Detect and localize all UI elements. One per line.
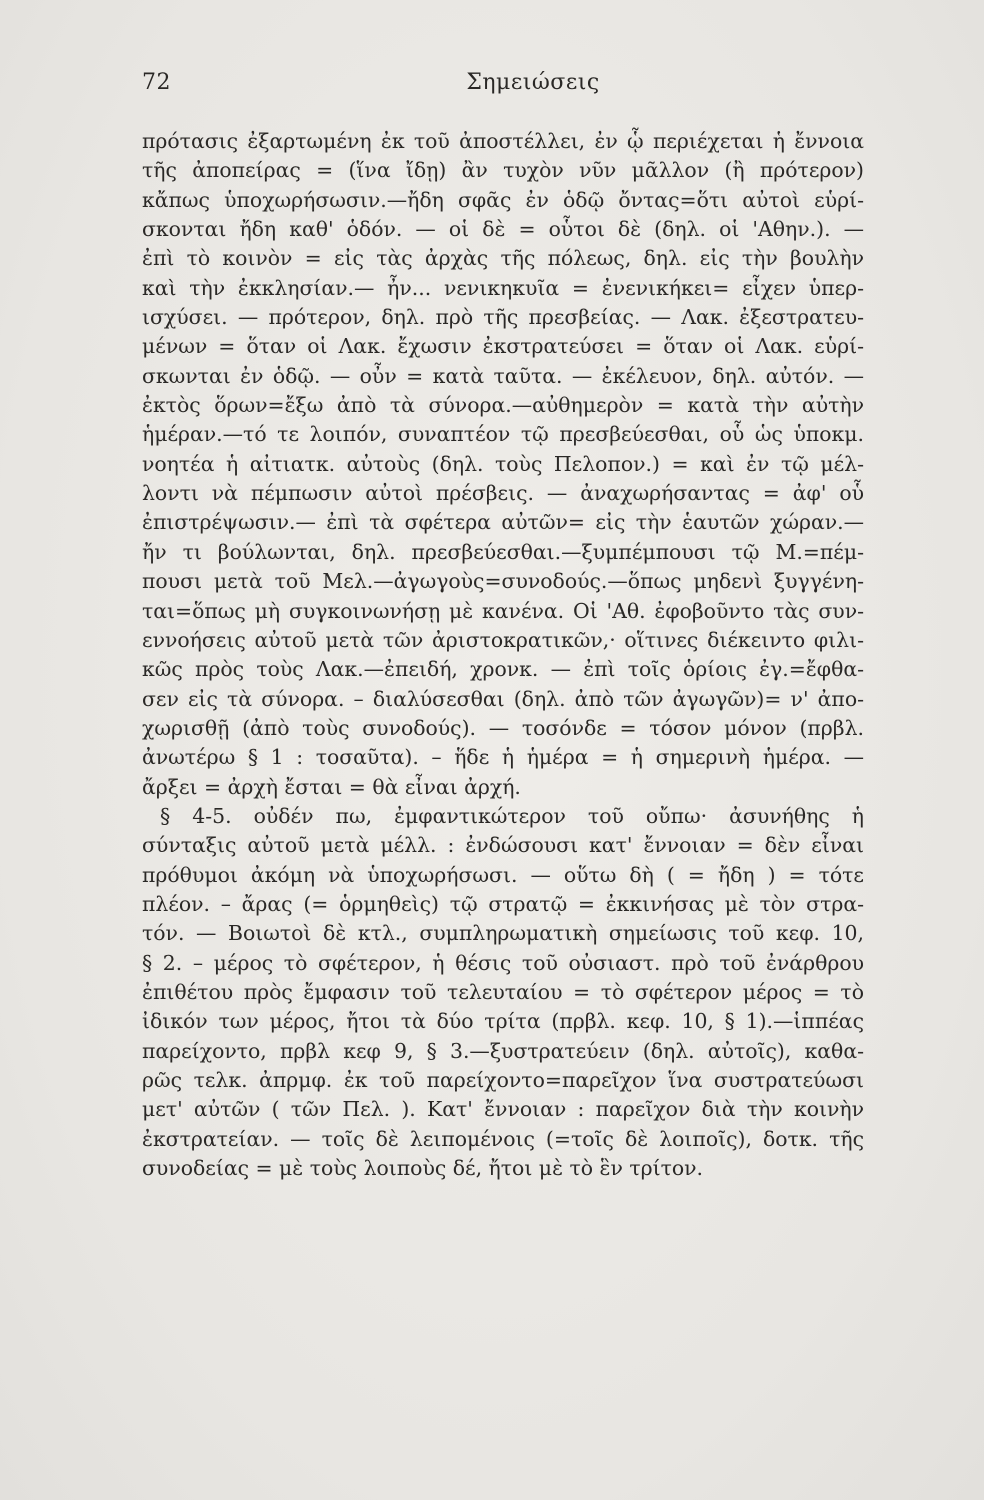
text-line: κἄπως ὑποχωρήσωσιν.—ἤδη σφᾶς ἐν ὁδῷ ὄντας=ὅτι αὐτοὶ εὑρί- <box>142 187 864 212</box>
text-line: σκωνται ἐν ὁδῷ. — οὖν = κατὰ ταῦτα. — ἐκέλευον, δηλ. αὐτόν. — <box>142 363 864 388</box>
text-line: § 2. – μέρος τὸ σφέτερον, ἡ θέσις τοῦ οὐσιαστ. πρὸ τοῦ ἐνάρθρου <box>142 950 864 975</box>
text-line: σεν εἰς τὰ σύνορα. – διαλύσεσθαι (δηλ. ἀπὸ τῶν ἀγωγῶν)= ν' ἀπο- <box>142 686 864 711</box>
text-line: σκονται ἤδη καθ' ὁδόν. — οἱ δὲ = οὗτοι δὲ (δηλ. οἱ 'Αθην.). — <box>142 217 864 242</box>
text-line: τῆς ἀποπείρας = (ἵνα ἴδῃ) ἂν τυχὸν νῦν μᾶλλον (ἢ πρότερον) <box>142 158 864 183</box>
text-line: ἐκστρατείαν. — τοῖς δὲ λειπομένοις (=τοῖς δὲ λοιποῖς), δοτκ. τῆς <box>142 1126 864 1151</box>
text-line: ισχύσει. — πρότερον, δηλ. πρὸ τῆς πρεσβείας. — Λακ. ἐξεστρατευ- <box>142 305 864 330</box>
text-line: ἐκτὸς ὅρων=ἔξω ἀπὸ τὰ σύνορα.—αὐθημερὸν = κατὰ τὴν αὐτὴν <box>142 393 864 418</box>
page-number: 72 <box>142 70 171 95</box>
text-line: καὶ τὴν ἐκκλησίαν.— ἦν... νενικηκυῖα = ἐνενικήκει= εἶχεν ὑπερ- <box>142 275 864 300</box>
page-header <box>142 70 864 106</box>
text-line: εννοήσεις αὐτοῦ μετὰ τῶν ἀριστοκρατικῶν,· οἵτινες διέκειντο φιλι- <box>142 627 864 652</box>
text-line: ρῶς τελκ. ἀπρμφ. ἐκ τοῦ παρείχοντο=παρεῖχον ἵνα συστρατεύωσι <box>142 1068 864 1092</box>
text-line: πουσι μετὰ τοῦ Μελ.—ἀγωγοὺς=συνοδούς.—ὅπως μηδενὶ ξυγγένη- <box>142 569 864 594</box>
text-line: λοντι νὰ πέμπωσιν αὐτοὶ πρέσβεις. — ἀναχωρήσαντας = ἀφ' οὗ <box>142 481 864 506</box>
text-line: σύνταξις αὐτοῦ μετὰ μέλλ. : ἐνδώσουσι κατ' ἔννοιαν = δὲν εἶναι <box>142 833 864 858</box>
text-line: ἰδικόν των μέρος, ἤτοι τὰ δύο τρίτα (πρβλ. κεφ. 10, § 1).—ἱππέας <box>142 1009 864 1034</box>
text-line: ται=ὅπως μὴ συγκοινωνήσῃ μὲ κανένα. Οἱ 'Αθ. ἐφοβοῦντο τὰς συν- <box>142 598 864 623</box>
text-line: συνοδείας = μὲ τοὺς λοιποὺς δέ, ἤτοι μὲ τὸ ἓν τρίτον. <box>142 1156 704 1181</box>
text-line: ἐπὶ τὸ κοινὸν = εἰς τὰς ἀρχὰς τῆς πόλεως, δηλ. εἰς τὴν βουλὴν <box>142 246 864 271</box>
text-line: ἄρξει = ἀρχὴ ἔσται = θὰ εἶναι ἀρχή. <box>142 774 521 799</box>
text-line: ἀνωτέρω § 1 : τοσαῦτα). – ἥδε ἡ ἡμέρα = ἡ σημερινὴ ἡμέρα. — <box>142 745 864 770</box>
text-line: πρόθυμοι ἀκόμη νὰ ὑποχωρήσωσι. — οὕτω δὴ ( = ἤδη ) = τότε <box>142 862 864 887</box>
text-line: πλέον. – ἄρας (= ὁρμηθεὶς) τῷ στρατῷ = ἐκκινήσας μὲ τὸν στρα- <box>142 891 864 916</box>
text-line: ἐπιστρέψωσιν.— ἐπὶ τὰ σφέτερα αὐτῶν= εἰς τὴν ἑαυτῶν χώραν.— <box>142 510 864 535</box>
text-line: ἐπιθέτου πρὸς ἔμφασιν τοῦ τελευταίου = τὸ σφέτερον μέρος = τὸ <box>142 979 864 1004</box>
text-line: μετ' αὐτῶν ( τῶν Πελ. ). Κατ' ἔννοιαν : παρεῖχον διὰ τὴν κοινὴν <box>142 1097 864 1122</box>
text-line: χωρισθῇ (ἀπὸ τοὺς συνοδούς). — τοσόνδε = τόσον μόνον (πρβλ. <box>142 715 864 740</box>
text-line: κῶς πρὸς τοὺς Λακ.—ἐπειδή, χρονκ. — ἐπὶ τοῖς ὁρίοις ἐγ.=ἔφθα- <box>142 657 864 682</box>
text-line: μένων = ὅταν οἱ Λακ. ἔχωσιν ἐκστρατεύσει = ὅταν οἱ Λακ. εὑρί- <box>142 334 864 359</box>
text-line: τόν. — Βοιωτοὶ δὲ κτλ., συμπληρωματικὴ σημείωσις τοῦ κεφ. 10, <box>142 921 864 946</box>
running-head: Σημειώσεις <box>466 70 600 95</box>
text-line: § 4-5. οὐδέν πω, ἐμφαντικώτερον τοῦ οὔπω· ἀσυνήθης ἡ <box>160 803 864 828</box>
text-line: πρότασις ἐξαρτωμένη ἐκ τοῦ ἀποστέλλει, ἐν ᾧ περιέχεται ἡ ἔννοια <box>142 129 864 153</box>
text-line: νοητέα ἡ αἰτιατκ. αὐτοὺς (δηλ. τοὺς Πελοπον.) = καὶ ἐν τῷ μέλ- <box>142 451 864 476</box>
notes-body <box>142 127 864 1183</box>
text-line: παρείχοντο, πρβλ κεφ 9, § 3.—ξυστρατεύειν (δηλ. αὐτοῖς), καθα- <box>142 1038 864 1063</box>
text-line: ἡμέραν.—τό τε λοιπόν, συναπτέον τῷ πρεσβεύεσθαι, οὗ ὡς ὑποκμ. <box>142 422 864 447</box>
text-line: ἤν τι βούλωνται, δηλ. πρεσβεύεσθαι.—ξυμπέμπουσι τῷ Μ.=πέμ- <box>142 539 864 564</box>
